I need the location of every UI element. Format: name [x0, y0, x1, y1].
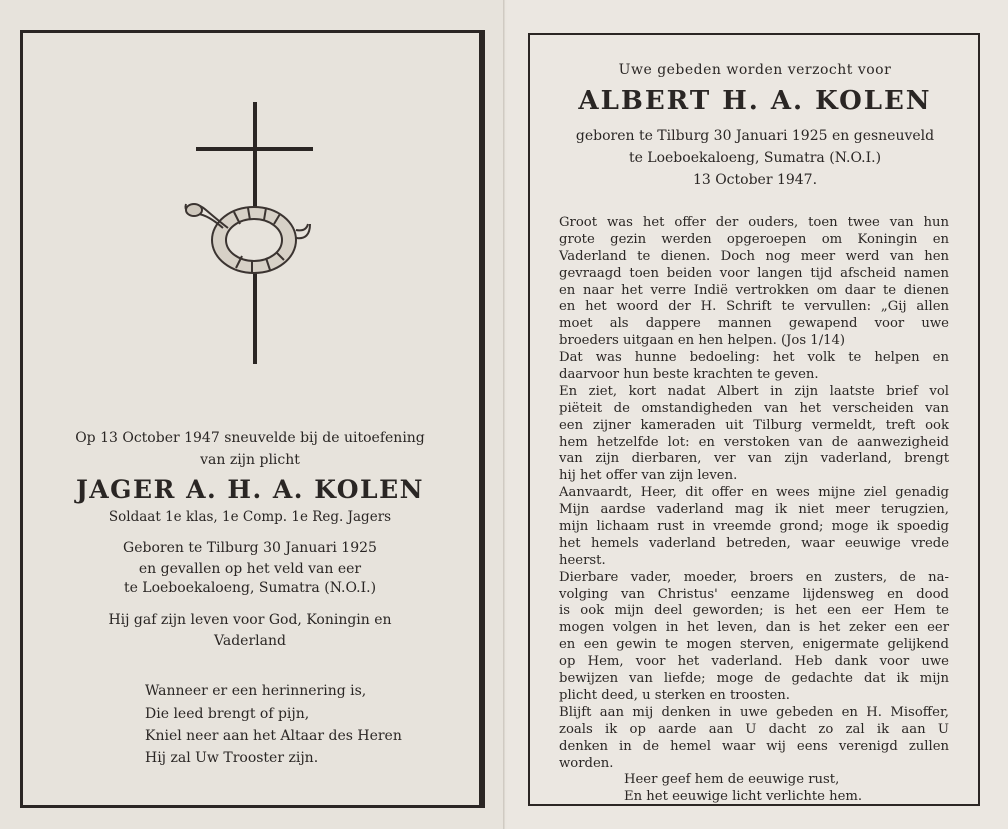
gave-life-line-1: Hij gaf zijn leven voor God, Koningin en — [108, 612, 392, 628]
memorial-line: broeders uitgaan en hen helpen. (Jos 1/14) — [559, 333, 846, 349]
rank-line: Soldaat 1e klas, 1e Comp. 1e Reg. Jagers — [108, 509, 392, 525]
intro-line-1: Op 13 October 1947 sneuvelde bij de uitoefening — [75, 430, 425, 446]
memorial-line: En het eeuwige licht verlichte hem. — [624, 789, 863, 805]
poem-line: Hij zal Uw Trooster zijn. — [145, 750, 319, 766]
memorial-line: hem hetzelfde lot: en verstoken van de aanwezigheid — [559, 434, 949, 450]
memorial-line: En ziet, kort nadat Albert in zijn laatste brief vol — [559, 383, 949, 399]
poem-line: Wanneer er een herinnering is, — [145, 683, 367, 699]
cross-and-hunting-horn-icon — [178, 100, 318, 370]
memorial-line: plicht deed, u sterken en troosten. — [559, 687, 790, 703]
memorial-line: heerst. — [559, 552, 606, 568]
right-born-line-1: geboren te Tilburg 30 Januari 1925 en gesneuveld — [575, 128, 935, 144]
memorial-line: bewijzen van liefde; moge de gedachte dat ik mijn — [559, 671, 949, 687]
memorial-line: Dierbare vader, moeder, broers en zusters, de na- — [559, 569, 949, 585]
poem-line: Die leed brengt of pijn, — [145, 706, 310, 722]
memorial-line: en het woord der H. Schrift te vervullen: „Gij allen — [559, 299, 949, 315]
memorial-line: Aanvaardt, Heer, dit offer en wees mijne ziel genadig — [559, 485, 949, 501]
memorial-line: op Hem, voor het vaderland. Heb dank voor uwe — [559, 654, 949, 670]
memorial-line: worden. — [559, 755, 614, 771]
memorial-line: zoals ik op aarde aan U dacht zo zal ik aan U — [559, 721, 949, 737]
memorial-line: moet als dappere mannen gewapend voor uwe — [559, 316, 949, 332]
deceased-name-right: ALBERT H. A. KOLEN — [578, 86, 932, 116]
memorial-line: Blijft aan mij denken in uwe gebeden en H. Misoffer, — [559, 704, 949, 720]
memorial-line: gevraagd toen beiden voor langen tijd afscheid namen — [559, 265, 949, 281]
memorial-line: daarvoor hun beste krachten te geven. — [559, 367, 819, 383]
right-born-line-3: 13 October 1947. — [692, 172, 818, 188]
memorial-line: en naar het verre Indië vertrokken om daar te dienen — [559, 282, 949, 298]
memorial-line: Vaderland te dienen. Doch nog meer werd van hen — [559, 248, 949, 264]
memorial-line: volging van Christus' eenzame lijdensweg en dood — [559, 586, 949, 602]
memorial-line: Groot was het offer der ouders, toen twee van hun — [559, 215, 949, 230]
memorial-line: piëteit de omstandigheden van het verscheiden van — [559, 400, 949, 416]
right-born-line-2: te Loeboekaloeng, Sumatra (N.O.I.) — [628, 150, 882, 166]
memorial-line: het hemels vaderland betreden, waar eeuwige vrede — [559, 535, 949, 551]
born-line-2: en gevallen op het veld van eer — [138, 561, 362, 577]
memorial-line: denken in de hemel waar wij eens verenigd zullen — [559, 738, 949, 754]
prayer-request: Uwe gebeden worden verzocht voor — [618, 62, 892, 78]
memorial-line: mijn lichaam rust in vreemde grond; moge ik spoedig — [559, 519, 949, 535]
memorial-line: Mijn aardse vaderland mag ik niet meer terugzien, — [559, 502, 949, 518]
memorial-line: een zijner kameraden uit Tilburg vermeldt, treft ook — [559, 417, 949, 433]
memorial-line: van zijn dierbaren, ver van zijn vaderland, brengt — [559, 451, 949, 467]
born-line-1: Geboren te Tilburg 30 Januari 1925 — [123, 540, 377, 556]
deceased-name-left: JAGER A. H. A. KOLEN — [75, 475, 425, 504]
memorial-line: en een gewin te mogen sterven, enigermate gelijkend — [559, 637, 949, 653]
memorial-line: Heer geef hem de eeuwige rust, — [624, 772, 840, 788]
poem-line: Kniel neer aan het Altaar des Heren — [145, 728, 402, 744]
memorial-line: mogen volgen in het leven, dan is het zeker een eer — [559, 620, 949, 636]
gave-life-line-2: Vaderland — [214, 633, 286, 649]
born-line-3: te Loeboekaloeng, Sumatra (N.O.I.) — [123, 580, 377, 596]
memorial-line: is ook mijn deel geworden; is het een eer Hem te — [559, 603, 949, 619]
memorial-text — [559, 215, 949, 806]
memorial-line: grote gezin werden opgeroepen om Koningin en — [559, 231, 949, 247]
memorial-line: hij het offer van zijn leven. — [559, 468, 738, 484]
intro-line-2: van zijn plicht — [200, 452, 300, 468]
memorial-line: Dat was hunne bedoeling: het volk te helpen en — [559, 350, 949, 366]
